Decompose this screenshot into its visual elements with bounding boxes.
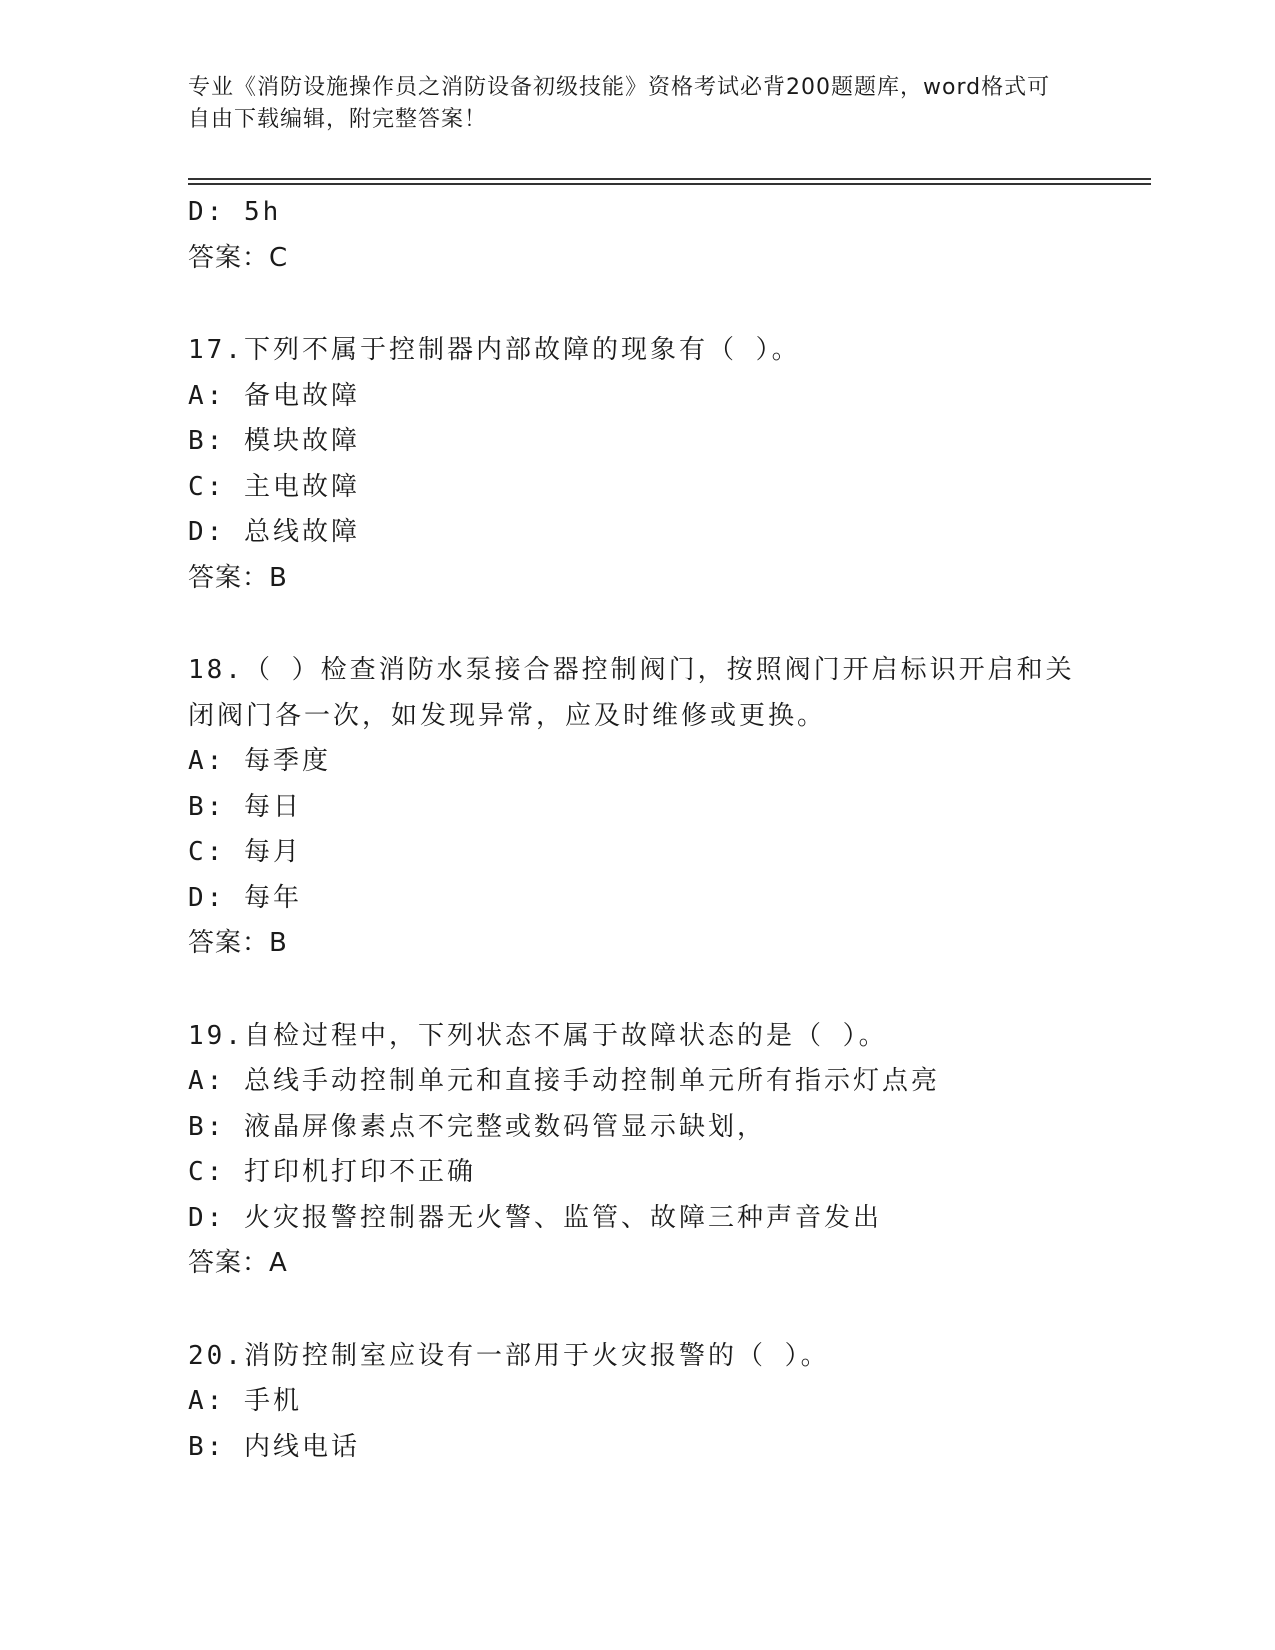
- question-block: [188, 1014, 1088, 1287]
- header-divider-top: [188, 178, 1151, 180]
- question-stem: 19.自检过程中，下列状态不属于故障状态的是（ ）。: [188, 1020, 888, 1051]
- option-line: A: 备电故障: [188, 380, 360, 411]
- question-stem: 18.（ ）检查消防水泵接合器控制阀门，按照阀门开启标识开启和关闭阀门各一次，如发现异常，应及时维修或更换。: [188, 655, 1075, 731]
- question-block: [188, 1334, 1088, 1471]
- answer-line: 答案：A: [188, 1248, 288, 1278]
- answer-line: 答案：B: [188, 928, 288, 958]
- document-header: 专业《消防设施操作员之消防设备初级技能》资格考试必背200题题库，word格式可自由下载编辑，附完整答案！: [188, 75, 1051, 132]
- question-stem: 17.下列不属于控制器内部故障的现象有（ ）。: [188, 335, 801, 365]
- option-line: D: 5h: [188, 197, 282, 227]
- option-line: C: 每月: [188, 837, 302, 867]
- answer-line: 答案：C: [188, 242, 289, 273]
- question-block: [188, 648, 1088, 967]
- option-line: B: 每日: [188, 791, 302, 822]
- question-block: [188, 328, 1088, 601]
- question-list: [188, 190, 1088, 1470]
- answer-line: 答案：B: [188, 562, 288, 593]
- option-line: A: 手机: [188, 1386, 302, 1416]
- option-line: B: 液晶屏像素点不完整或数码管显示缺划，: [188, 1111, 766, 1142]
- option-line: C: 主电故障: [188, 471, 360, 502]
- option-line: C: 打印机打印不正确: [188, 1157, 476, 1187]
- option-line: D: 火灾报警控制器无火警、监管、故障三种声音发出: [188, 1202, 882, 1233]
- option-line: D: 总线故障: [188, 517, 360, 547]
- option-line: A: 每季度: [188, 746, 331, 776]
- header-divider-bottom: [188, 183, 1151, 185]
- option-line: B: 内线电话: [188, 1431, 360, 1462]
- option-line: D: 每年: [188, 882, 302, 913]
- question-stem: 20.消防控制室应设有一部用于火灾报警的（ ）。: [188, 1340, 830, 1371]
- option-line: B: 模块故障: [188, 426, 360, 456]
- option-line: A: 总线手动控制单元和直接手动控制单元所有指示灯点亮: [188, 1066, 940, 1096]
